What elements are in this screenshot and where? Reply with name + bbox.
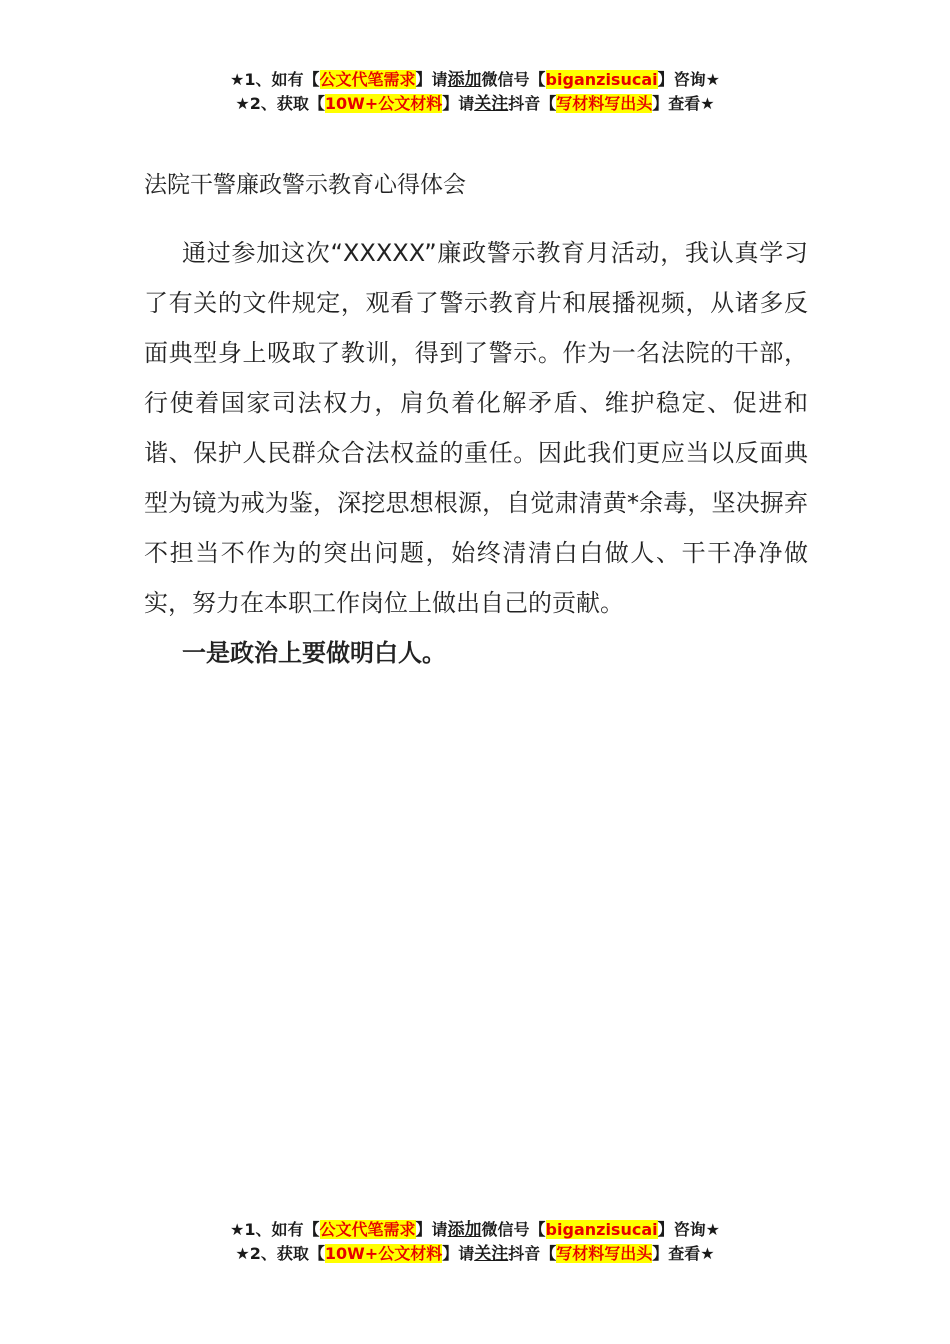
banner-highlight: 10W+公文材料 [324, 1244, 443, 1263]
banner-text: 】请 [415, 1220, 448, 1239]
banner-text: 微信号【 [481, 70, 546, 89]
banner-text: ★1、如有【 [230, 1220, 320, 1239]
banner-highlight: biganzisucai [545, 1220, 658, 1239]
banner-highlight: 公文代笔需求 [319, 1220, 416, 1239]
banner-highlight: 写材料写出头 [556, 94, 653, 113]
banner-underline: 添加 [447, 70, 482, 90]
body-paragraph: 通过参加这次“XXXXX”廉政警示教育月活动，我认真学习了有关的文件规定，观看了警示教育片和展播视频，从诸多反面典型身上吸取了教训，得到了警示。作为一名法院的干部，行使着国家司法权力，肩负着化解矛盾、维护稳定、促进和谐、保护人民群众合法权益的重任。因此我们更应当以反面典型为镜为戒为鉴，深挖思想根源，自觉肃清黄*余毒，坚决摒弃不担当不作为的突出问题，始终清清白白做人、干干净净做实，努力在本职工作岗位上做出自己的贡献。 [144, 239, 808, 617]
banner-text: 抖音【 [508, 94, 557, 113]
banner-underline: 关注 [474, 1244, 509, 1264]
banner-underline: 添加 [447, 1220, 482, 1240]
banner-text: 】请 [442, 1244, 475, 1263]
document-body [144, 168, 808, 678]
banner-highlight: 写材料写出头 [556, 1244, 653, 1263]
banner-text: ★2、获取【 [235, 1244, 325, 1263]
banner-text: 】请 [442, 94, 475, 113]
section-heading: 一是政治上要做明白人。 [182, 639, 446, 667]
banner-text: 微信号【 [481, 1220, 546, 1239]
banner-underline: 关注 [474, 94, 509, 114]
banner-text: 】咨询★ [657, 70, 720, 89]
banner-line-1 [0, 68, 950, 92]
banner-text: 】查看★ [652, 94, 715, 113]
header-banner [0, 68, 950, 116]
banner-text: 】查看★ [652, 1244, 715, 1263]
document-title: 法院干警廉政警示教育心得体会 [144, 172, 466, 198]
banner-text: ★1、如有【 [230, 70, 320, 89]
banner-text: 】请 [415, 70, 448, 89]
banner-line-2 [0, 92, 950, 116]
banner-line-1 [0, 1218, 950, 1242]
banner-text: 】咨询★ [657, 1220, 720, 1239]
banner-highlight: 公文代笔需求 [319, 70, 416, 89]
banner-text: ★2、获取【 [235, 94, 325, 113]
banner-highlight: 10W+公文材料 [324, 94, 443, 113]
footer-banner [0, 1218, 950, 1266]
banner-line-2 [0, 1242, 950, 1266]
banner-highlight: biganzisucai [545, 70, 658, 89]
banner-text: 抖音【 [508, 1244, 557, 1263]
